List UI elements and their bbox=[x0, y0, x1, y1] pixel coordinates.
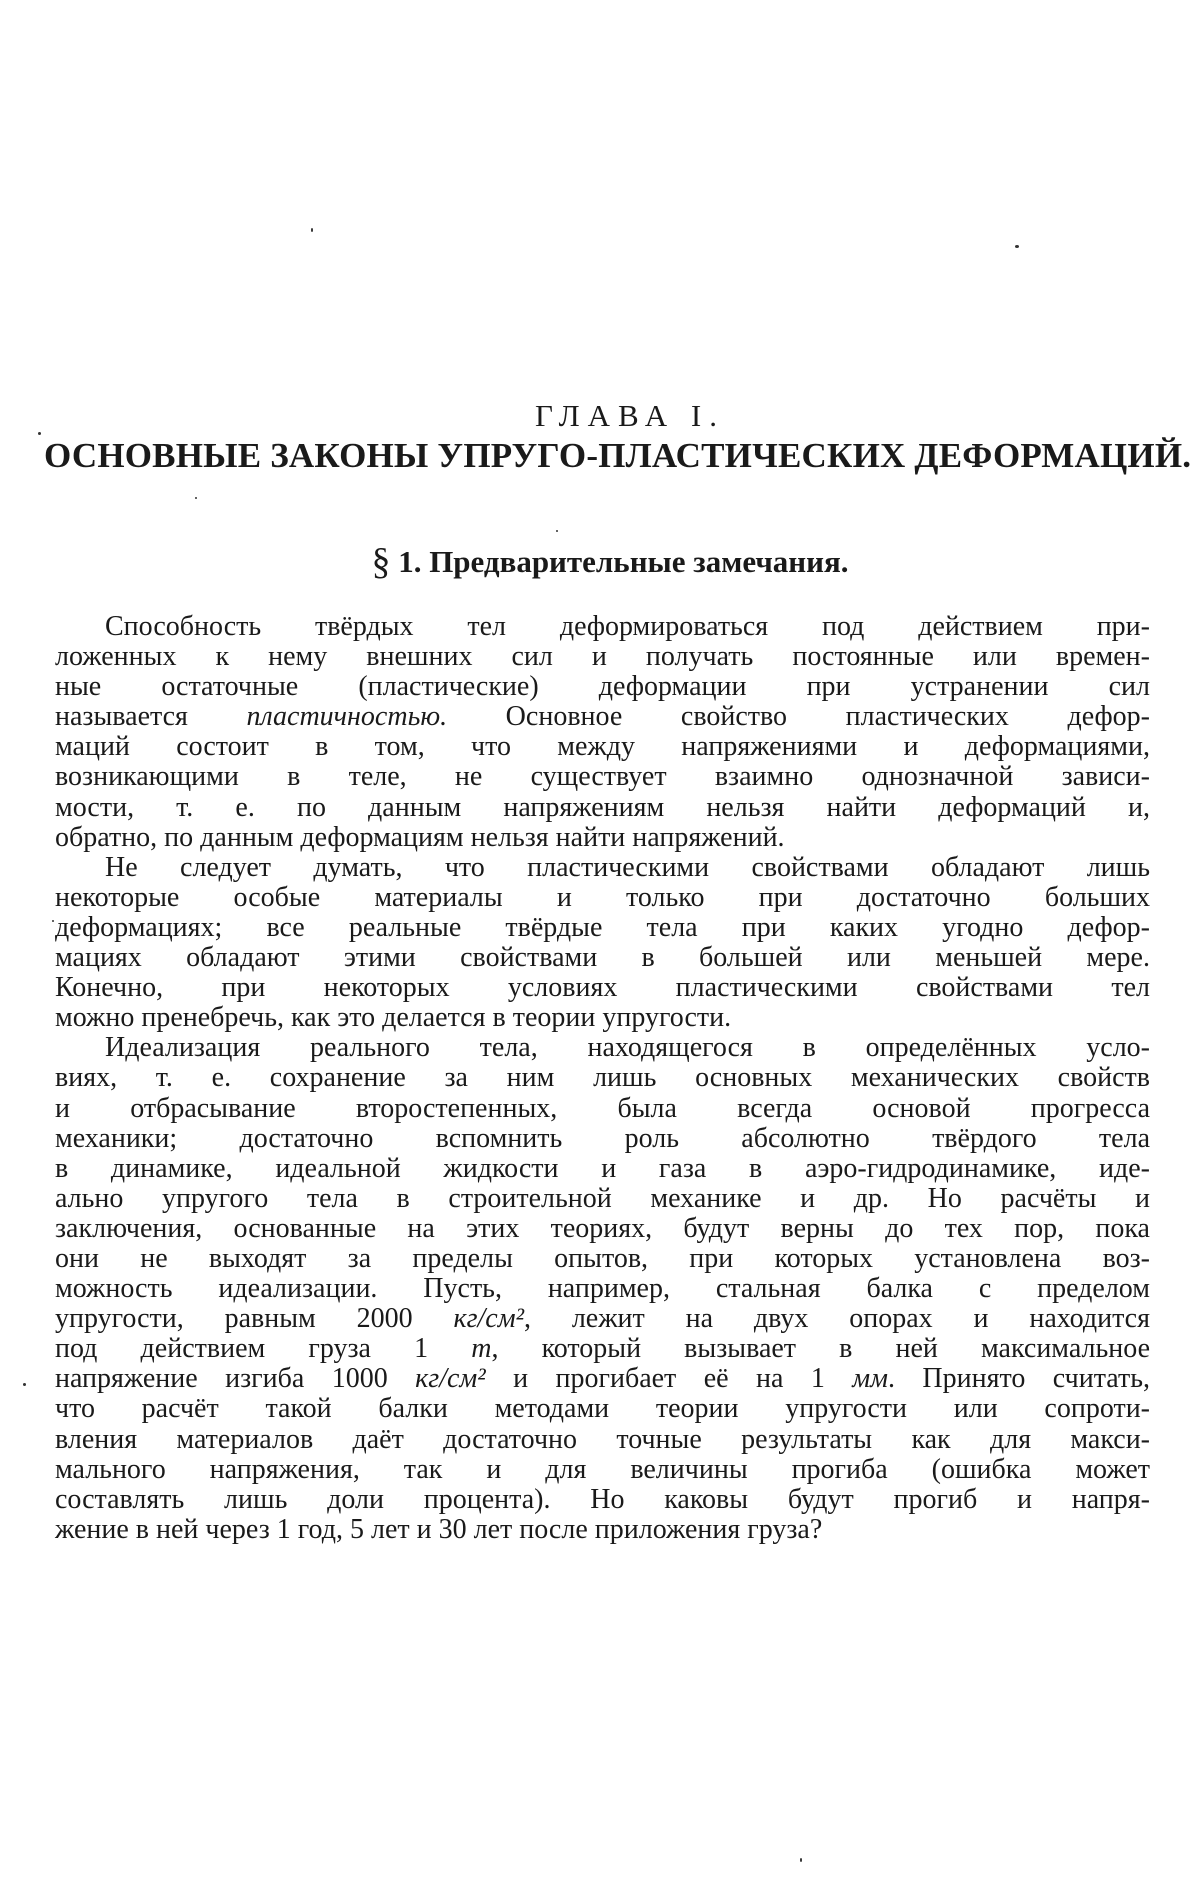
section-title-text: 1. Предварительные замечания. bbox=[398, 544, 849, 579]
text-line: они не выходят за пределы опытов, при которых установлена воз- bbox=[55, 1242, 1150, 1274]
text-line: Способность твёрдых тел деформироваться под действием при- bbox=[105, 611, 1150, 642]
text-segment: и прогибает её на 1 bbox=[485, 1363, 853, 1395]
text-line: можность идеализации. Пусть, например, стальная балка с пределом bbox=[55, 1273, 1150, 1305]
text-line: заключения, основанные на этих теориях, будут верны до тех пор, пока bbox=[55, 1212, 1150, 1244]
text-line: ально упругого тела в строительной механике и др. Но расчёты и bbox=[55, 1182, 1150, 1214]
text-line: Идеализация реального тела, находящегося в определённых усло- bbox=[105, 1032, 1150, 1064]
text-segment: упругости, равным 2000 bbox=[55, 1303, 454, 1335]
text-segment: , который вызывает в ней максимальное bbox=[491, 1333, 1151, 1365]
text-segment: , лежит на двух опорах и находится bbox=[523, 1303, 1150, 1335]
text-line: можно пренебречь, как это делается в теории упругости. bbox=[55, 1002, 732, 1034]
scan-speck bbox=[800, 1858, 802, 1862]
body-text bbox=[55, 612, 1150, 1545]
text-line: ложенных к нему внешних сил и получать постоянные или времен- bbox=[55, 641, 1150, 673]
text-line: маций состоит в том, что между напряжениями и деформациями, bbox=[55, 731, 1150, 763]
text-segment: . Принято считать, bbox=[888, 1363, 1150, 1395]
scan-speck bbox=[23, 1383, 26, 1386]
section-title bbox=[0, 540, 1200, 584]
scan-speck bbox=[195, 497, 197, 499]
italic-term: пластичностью. bbox=[246, 701, 448, 733]
text-line: что расчёт такой балки методами теории упругости или сопроти- bbox=[55, 1393, 1150, 1425]
text-line: мациях обладают этими свойствами в большей или меньшей мере. bbox=[55, 942, 1150, 974]
text-segment: Основное свойство пластических дефор- bbox=[447, 701, 1150, 733]
text-line: Не следует думать, что пластическими свойствами обладают лишь bbox=[105, 851, 1150, 883]
italic-term: т bbox=[471, 1333, 492, 1365]
text-line bbox=[55, 1334, 1150, 1364]
text-line: некоторые особые материалы и только при достаточно больших bbox=[55, 881, 1150, 913]
text-line: деформациях; все реальные твёрдые тела при каких угодно дефор- bbox=[55, 911, 1150, 943]
italic-term: кг/см² bbox=[453, 1303, 524, 1335]
scan-speck bbox=[52, 920, 54, 922]
text-line: Конечно, при некоторых условиях пластическими свойствами тел bbox=[55, 972, 1150, 1004]
italic-term: мм bbox=[852, 1363, 888, 1395]
text-line: ные остаточные (пластические) деформации при устранении сил bbox=[55, 671, 1150, 703]
text-line bbox=[55, 1304, 1150, 1334]
text-line: виях, т. е. сохранение за ним лишь основных механических свойств bbox=[55, 1062, 1150, 1094]
text-line: в динамике, идеальной жидкости и газа в аэро-гидродинамике, иде- bbox=[55, 1152, 1150, 1184]
section-sign: § bbox=[371, 541, 391, 583]
scan-speck bbox=[311, 228, 313, 232]
text-segment: под действием груза 1 bbox=[55, 1333, 472, 1365]
text-line: механики; достаточно вспомнить роль абсолютно твёрдого тела bbox=[55, 1122, 1150, 1154]
text-line: мости, т. е. по данным напряжениям нельзя найти деформаций и, bbox=[55, 791, 1150, 823]
text-line: мального напряжения, так и для величины прогиба (ошибка может bbox=[55, 1453, 1150, 1485]
italic-term: кг/см² bbox=[415, 1363, 486, 1395]
scan-speck bbox=[556, 530, 558, 532]
text-line bbox=[55, 1364, 1150, 1394]
text-line: возникающими в теле, не существует взаимно однозначной зависи- bbox=[55, 761, 1150, 793]
text-line: обратно, по данным деформациям нельзя найти напряжений. bbox=[55, 821, 785, 853]
scan-speck bbox=[1015, 245, 1019, 248]
text-line bbox=[55, 702, 1150, 732]
text-line: и отбрасывание второстепенных, была всегда основой прогресса bbox=[55, 1092, 1150, 1124]
chapter-title: ОСНОВНЫЕ ЗАКОНЫ УПРУГО-ПЛАСТИЧЕСКИХ ДЕФОРМАЦИЙ. bbox=[44, 436, 1192, 475]
chapter-label: ГЛАВА I. bbox=[535, 398, 725, 433]
text-line: жение в ней через 1 год, 5 лет и 30 лет после приложения груза? bbox=[55, 1513, 823, 1545]
text-segment: напряжение изгиба 1000 bbox=[55, 1363, 416, 1395]
text-line: составлять лишь доли процента). Но каковы будут прогиб и напря- bbox=[55, 1483, 1150, 1515]
text-segment: называется bbox=[55, 701, 247, 733]
text-line: вления материалов даёт достаточно точные результаты как для макси- bbox=[55, 1423, 1150, 1455]
